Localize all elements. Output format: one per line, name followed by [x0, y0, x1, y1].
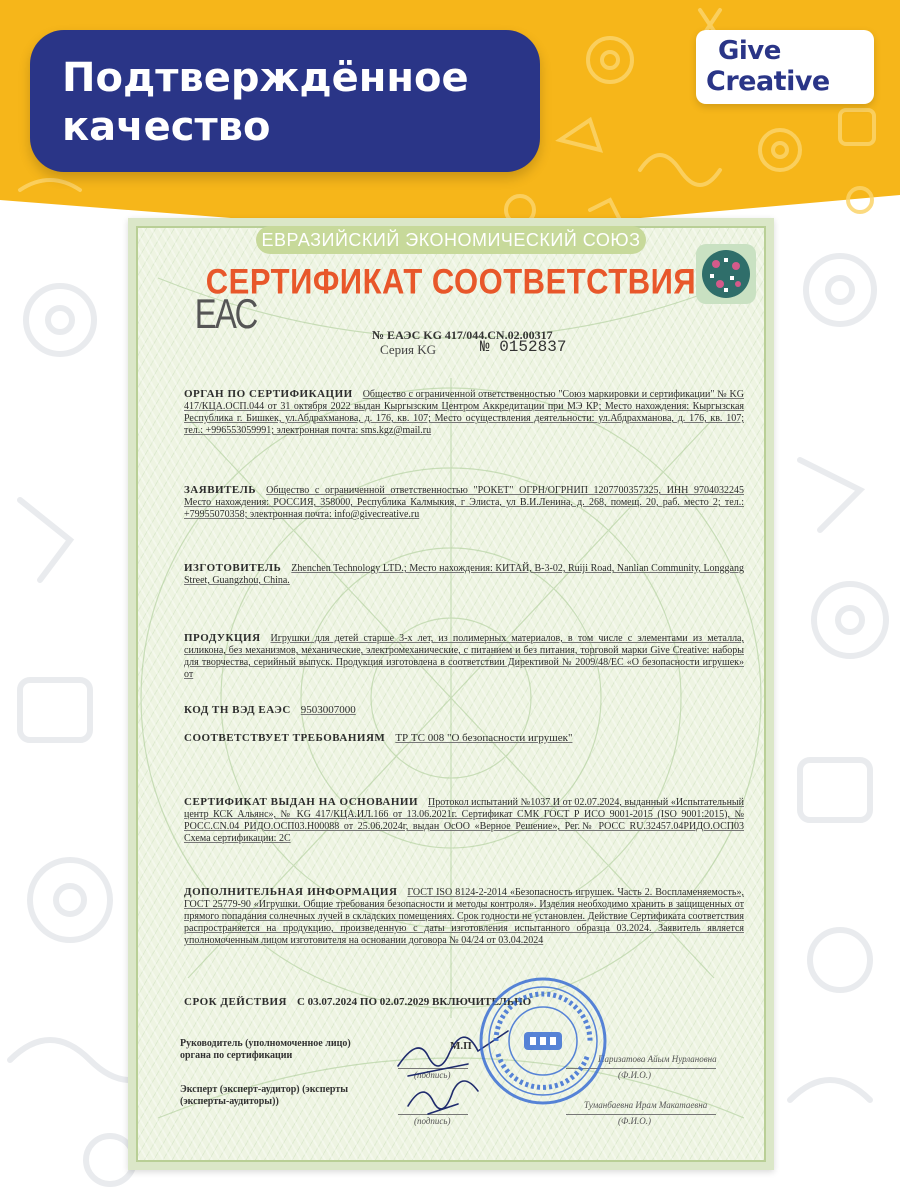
section-manufacturer [184, 562, 744, 587]
additional-text: ГОСТ ISO 8124-2-2014 «Безопасность игрушек. Часть 2. Воспламеняемость», ГОСТ 25779-90 «Игрушки. Общие требования безопасности и методы контроля». Изделия необходимо хранить в защищенных от прямого попадания солнечных лучей в складских помещениях. Срок годности не установлен. Действие Сертификата соответствия распространяется на продукцию, произведенную с даты изготовления испытанного образца 03.2024. Заявитель является уполномоченным лицом изготовителя на основании договора № 04/24 от 03.04.2024 [184, 887, 744, 946]
union-header: ЕВРАЗИЙСКИЙ ЭКОНОМИЧЕСКИЙ СОЮЗ [256, 226, 646, 254]
validity-value: С 03.07.2024 ПО 02.07.2029 ВКЛЮЧИТЕЛЬНО [296, 996, 532, 1008]
basis-label: СЕРТИФИКАТ ВЫДАН НА ОСНОВАНИИ [184, 796, 419, 808]
seal-place-label: М.П [450, 1040, 472, 1052]
tnved-label: КОД ТН ВЭД ЕАЭС [184, 704, 291, 716]
expert-signature-caption: (подпись) [414, 1116, 451, 1126]
head-name: Паризатова Айым Нурлановна [598, 1054, 717, 1064]
series-label: Серия KG [380, 342, 437, 357]
basis-text: Протокол испытаний №1037 И от 02.07.2024, выданный «Испытательный центр КСК Альянс», № KG 417/КЦА.ИЛ.166 от 13.06.2021г. Сертификат СМК ГОСТ Р ИСО 9001-2015 (ISO 9001:2015), № РОСС.CN.04 РИДО.ОСП03.Н00088 от 25.06.2024г, выдан ОсОО «Верное Решение», Рег.№ РОСС RU.32457.04РИДО.ОСП03 Схема сертификации: 2С [184, 797, 744, 844]
registration-number: № ЕАЭС KG 417/044.CN.02.00317 [372, 328, 553, 342]
requirements-value: ТР ТС 008 "О безопасности игрушек" [395, 732, 573, 744]
requirements-label: СООТВЕТСТВУЕТ ТРЕБОВАНИЯМ [184, 732, 386, 744]
certificate-title: СЕРТИФИКАТ СООТВЕТСТВИЯ [205, 261, 697, 302]
section-additional [184, 886, 744, 947]
section-applicant [184, 484, 744, 521]
section-product [184, 632, 744, 681]
serial-number: № 0152837 [480, 338, 567, 356]
manufacturer-label: ИЗГОТОВИТЕЛЬ [184, 562, 282, 574]
validity-label: СРОК ДЕЙСТВИЯ [184, 996, 287, 1008]
expert-name-caption: (Ф.И.О.) [618, 1116, 651, 1126]
certificate-document [128, 218, 774, 1170]
organ-text: Общество с ограниченной ответственностью "Союз маркировки и сертификации" № KG 417/КЦА.ОСП.044 от 31 октября 2022 выдан Кыргызским Центром Аккредитации при МЭ КР; Место нахождения: Кыргызская Республика г. Бишкек, ул.Абдрахманова, д. 176, кв. 107; Место осуществления деятельности: ул.Абдрахманова, д. 176, кв. 107; тел.: +996553059991; электронная почта: sms.kgz@mail.ru [184, 389, 744, 436]
head-name-caption: (Ф.И.О.) [618, 1070, 651, 1080]
blue-seal-stamp [476, 974, 610, 1108]
eac-mark: ЕАС [194, 290, 257, 337]
product-label: ПРОДУКЦИЯ [184, 632, 261, 644]
expert-name: Туманбаевна Ирам Макатаевна [584, 1100, 708, 1110]
expert-name-line [566, 1114, 716, 1115]
hologram-qr-icon [696, 244, 756, 304]
brand-logo [696, 30, 874, 104]
organ-label: ОРГАН ПО СЕРТИФИКАЦИИ [184, 388, 353, 400]
title-pill [30, 30, 540, 172]
section-organ [184, 388, 744, 437]
manufacturer-text: Zhenchen Technology LTD.; Место нахождения: КИТАЙ, B-3-02, Ruiji Road, Nanlian Community, Longgang Street, Guangzhou, China. [184, 563, 744, 586]
additional-label: ДОПОЛНИТЕЛЬНАЯ ИНФОРМАЦИЯ [184, 886, 398, 898]
expert-signatory-label: Эксперт (эксперт-аудитор) (эксперты (эксперты-аудиторы)) [180, 1084, 349, 1107]
logo-text-line1: Give [718, 36, 781, 66]
head-signature-caption: (подпись) [414, 1070, 451, 1080]
tnved-value: 9503007000 [300, 704, 356, 716]
tnved-row [184, 704, 356, 716]
logo-text-line2: Creative [706, 66, 830, 97]
head-signatory-label: Руководитель (уполномоченное лицо) органа по сертификации [180, 1038, 351, 1061]
section-basis [184, 796, 744, 845]
applicant-text: Общество с ограниченной ответственностью "РОКЕТ" ОГРН/ОГРНИП 1207700357325, ИНН 9704032245 Место нахождения: РОССИЯ, 358000, Республика Калмыкия, г Элиста, ул В.И.Ленина, д. 268, помещ. 20, раб. место 2; тел.: +79955070358; электронная почта: info@givecreative.ru [184, 485, 744, 520]
requirements-row [184, 732, 572, 744]
product-text: Игрушки для детей старше 3-х лет, из полимерных материалов, в том числе с элементами из металла, силикона, без механизмов, механические, электромеханические, с питанием и без питания, торговой марки Give Creative: наборы для творчества, серийный выпуск. Продукция изготовлена в соответствии Директивой № 2009/48/ЕС «О безопасности игрушек» от [184, 633, 744, 680]
applicant-label: ЗАЯВИТЕЛЬ [184, 484, 257, 496]
page-title: Подтверждённое качество [62, 55, 469, 150]
